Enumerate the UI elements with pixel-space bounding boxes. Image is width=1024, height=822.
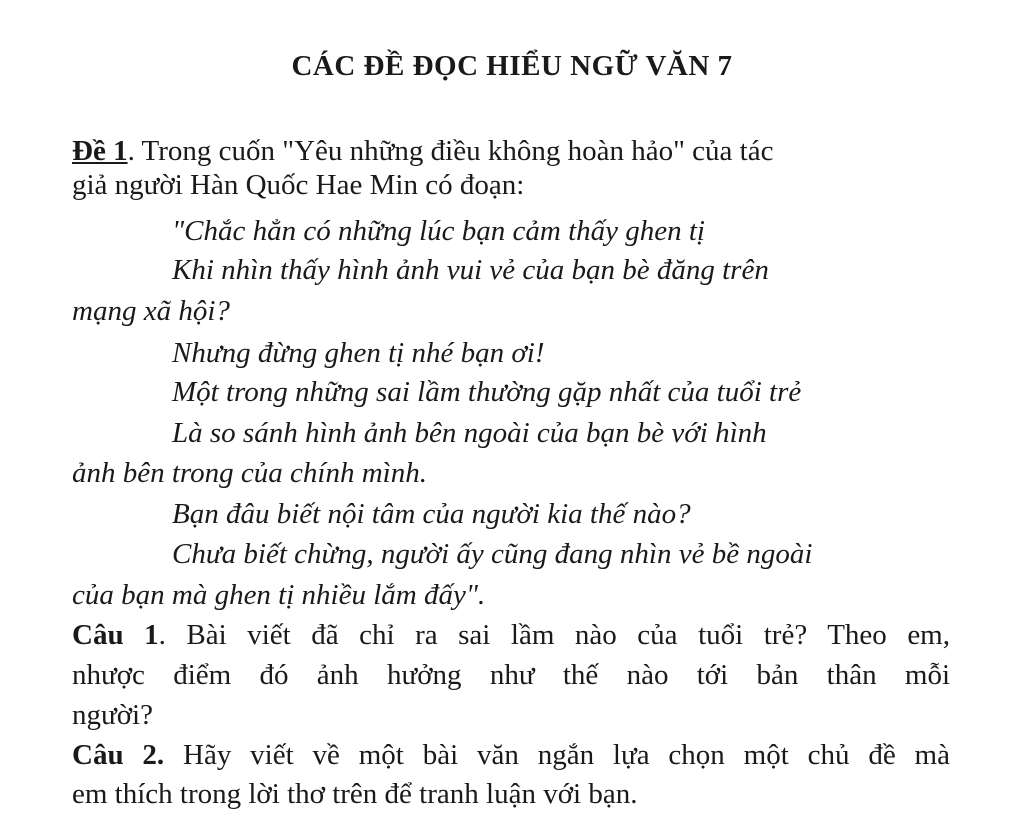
cau1-line-3: người? [72, 699, 153, 731]
passage-line-4: Nhưng đừng ghen tị nhé bạn ơi! [172, 337, 545, 369]
de1-intro-line-2: giả người Hàn Quốc Hae Min có đoạn: [72, 169, 525, 201]
passage-line-9: Chưa biết chừng, người ấy cũng đang nhìn vẻ bề ngoài [172, 538, 813, 570]
cau2-text-1: Hãy viết về một bài văn ngắn lựa chọn một chủ đề mà [164, 739, 950, 771]
passage-line-6: Là so sánh hình ảnh bên ngoài của bạn bè với hình [172, 417, 767, 449]
passage-line-8: Bạn đâu biết nội tâm của người kia thế nào? [172, 498, 691, 530]
passage-line-5: Một trong những sai lầm thường gặp nhất của tuổi trẻ [172, 376, 802, 408]
passage-line-1: "Chắc hẳn có những lúc bạn cảm thấy ghen tị [172, 215, 705, 247]
passage-line-7: ảnh bên trong của chính mình. [72, 457, 427, 489]
document-title: CÁC ĐỀ ĐỌC HIỂU NGỮ VĂN 7 [291, 50, 733, 82]
cau2-line-1 [72, 737, 950, 773]
cau2-label: Câu 2. [72, 739, 165, 771]
cau1-label: Câu 1 [72, 619, 159, 651]
de1-intro-text-1: . Trong cuốn "Yêu những điều không hoàn hảo" của tác [127, 135, 774, 167]
cau1-line-2: nhược điểm đó ảnh hưởng như thế nào tới bản thân mỗi [72, 659, 950, 691]
cau1-text-1: . Bài viết đã chỉ ra sai lầm nào của tuổi trẻ? Theo em, [158, 619, 950, 651]
passage-line-10: của bạn mà ghen tị nhiều lắm đấy". [72, 579, 486, 611]
cau1-line-1 [72, 617, 950, 653]
passage-line-2: Khi nhìn thấy hình ảnh vui vẻ của bạn bè đăng trên [172, 254, 769, 286]
de1-label: Đề 1 [72, 135, 128, 167]
de1-intro-line-1 [72, 133, 773, 169]
passage-line-3: mạng xã hội? [72, 295, 230, 327]
cau2-line-2: em thích trong lời thơ trên để tranh luận với bạn. [72, 778, 638, 810]
